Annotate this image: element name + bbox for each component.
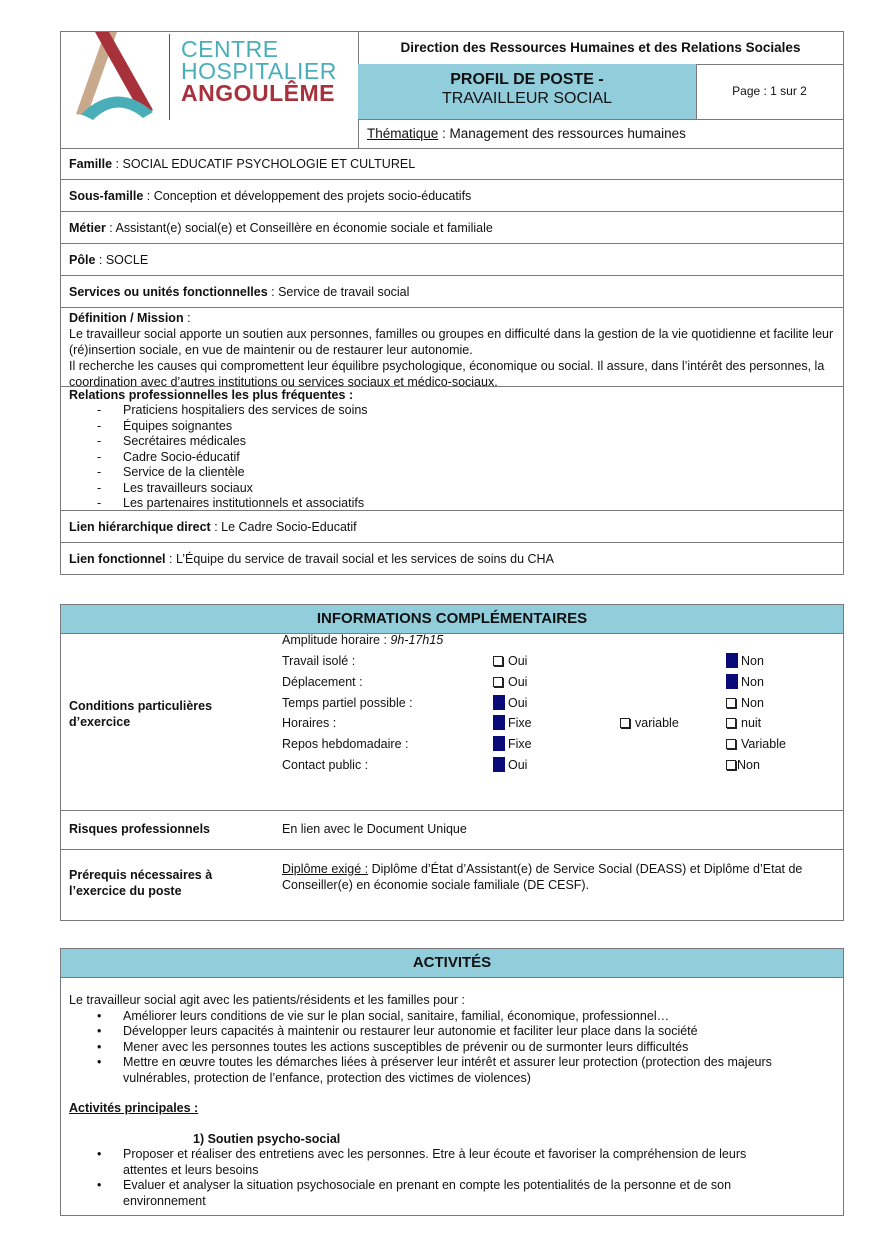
lien-fonctionnel-label: Lien fonctionnel [69, 552, 166, 566]
list-item: - Équipes soignantes [69, 419, 835, 435]
checkbox-travail-isole-non[interactable] [726, 651, 764, 672]
list-item: • Proposer et réaliser des entretiens avec les personnes. Etre à leur écoute et favoriser la compréhension de leurs attentes et leurs besoins [69, 1147, 755, 1178]
checkbox-checked-icon [726, 674, 738, 689]
sous-famille-row [61, 180, 843, 212]
mission-paragraph-1: Le travailleur social apporte un soutien aux personnes, familles ou groupes en difficulté dans la gestion de la vie quotidienne et facilite leur (ré)insertion sociale, en vue de maintenir ou de restaurer leur autonomie. [69, 327, 834, 357]
checkbox-empty-icon [726, 739, 736, 749]
list-item: - Les travailleurs sociaux [69, 481, 835, 497]
checkbox-repos-fixe[interactable] [493, 734, 532, 755]
diplome-label: Diplôme exigé : [282, 862, 369, 876]
checkbox-horaires-variable[interactable] [620, 713, 679, 734]
thematique [358, 120, 843, 148]
checkbox-temps-partiel-non[interactable] [726, 693, 764, 714]
checkbox-temps-partiel-oui[interactable] [493, 693, 527, 714]
lien-fonctionnel-row [61, 543, 843, 575]
thematique-value: : Management des ressources humaines [438, 126, 686, 141]
activites-principales-label: Activités principales : [69, 1101, 199, 1115]
checkbox-label: Variable [741, 737, 786, 751]
checkbox-label: Oui [508, 675, 528, 689]
checkbox-label: Oui [508, 696, 528, 710]
checkbox-empty-icon [493, 656, 503, 666]
direction-title: Direction des Ressources Humaines et des Relations Sociales [358, 32, 843, 65]
logo-line-angouleme: ANGOULÊME [181, 80, 335, 106]
relations-list [69, 403, 835, 512]
option-label-horaires: Horaires : [282, 716, 337, 730]
lien-fonctionnel-value: : L’Équipe du service de travail social et les services de soins du CHA [165, 552, 554, 566]
checkbox-checked-icon [493, 736, 505, 751]
lien-hierarchique-label: Lien hiérarchique direct [69, 520, 211, 534]
metier-value: : Assistant(e) social(e) et Conseillère en économie sociale et familiale [105, 221, 493, 235]
hospital-logo [61, 32, 359, 148]
checkbox-checked-icon [493, 715, 505, 730]
mission-paragraph-2: Il recherche les causes qui compromettent leur équilibre psychologique, économique ou social. Il assure, dans l’intérêt des personnes, la coordination avec d’autres institutions ou services sociaux et médico-sociaux. [69, 359, 825, 389]
checkbox-travail-isole-oui[interactable] [493, 651, 527, 672]
checkbox-empty-icon [726, 698, 736, 708]
option-label-repos: Repos hebdomadaire : [282, 737, 409, 751]
checkbox-deplacement-non[interactable] [726, 672, 764, 693]
header-table [60, 31, 844, 149]
amplitude-value: 9h-17h15 [390, 633, 444, 647]
option-label-contact-public: Contact public : [282, 758, 369, 772]
checkbox-label: Fixe [508, 737, 532, 751]
mission-label-suffix: : [183, 311, 191, 325]
checkbox-label: Fixe [508, 716, 532, 730]
logo-separator [169, 34, 170, 120]
list-item: • Evaluer et analyser la situation psychosociale en prenant en compte les potentialités de la personne et de son environnement [69, 1178, 755, 1209]
section-title-activites: ACTIVITÉS [61, 949, 843, 978]
list-item: - Secrétaires médicales [69, 434, 835, 450]
checkbox-checked-icon [493, 695, 505, 710]
list-item: - Cadre Socio-éducatif [69, 450, 835, 466]
checkbox-horaires-nuit[interactable] [726, 713, 761, 734]
checkbox-contact-public-non[interactable] [726, 755, 760, 776]
profil-subtitle: TRAVAILLEUR SOCIAL [441, 90, 613, 107]
checkbox-label: Oui [508, 654, 528, 668]
services-row [61, 276, 843, 308]
checkbox-label: nuit [741, 716, 762, 730]
activites-intro-list [69, 1009, 835, 1087]
risques-label: Risques professionnels [69, 822, 211, 836]
list-item: • Mettre en œuvre toutes les démarches liées à préserver leur intérêt et assurer leur protection (protection des majeurs vulnérables, protection de l’enfance, protection des victimes de violences) [69, 1055, 835, 1086]
thematique-label: Thématique [367, 126, 439, 141]
prerequis-label: Prérequis nécessaires à l’exercice du poste [69, 868, 213, 898]
section-title-complementaires: INFORMATIONS COMPLÉMENTAIRES [61, 605, 843, 634]
risques-value: En lien avec le Document Unique [282, 822, 467, 836]
profil-title-cell [358, 64, 697, 120]
checkbox-checked-icon [493, 757, 505, 772]
list-item: - Les partenaires institutionnels et associatifs [69, 496, 835, 512]
activites-table [60, 948, 844, 1216]
list-item: - Praticiens hospitaliers des services de soins [69, 403, 835, 419]
activites-body [61, 978, 843, 1209]
checkbox-label: Non [741, 654, 764, 668]
risques-row [61, 810, 843, 850]
checkbox-label: Non [737, 758, 760, 772]
mission-row [61, 308, 843, 387]
relations-row [61, 387, 843, 511]
logo-line-hospitalier: HOSPITALIER [181, 58, 337, 84]
list-item: - Service de la clientèle [69, 465, 835, 481]
activites-intro: Le travailleur social agit avec les patients/résidents et les familles pour : [69, 993, 466, 1007]
sous-famille-label: Sous-famille [69, 189, 144, 203]
checkbox-empty-icon [726, 718, 736, 728]
profil-title: PROFIL DE POSTE - [450, 71, 604, 88]
conditions-label: Conditions particulières d’exercice [69, 699, 213, 729]
complementary-info-table [60, 604, 844, 921]
info-table [60, 148, 844, 575]
checkbox-horaires-fixe[interactable] [493, 713, 532, 734]
list-item: • Développer leurs capacités à maintenir ou restaurer leur autonomie et faciliter leur place dans la société [69, 1024, 835, 1040]
logo-line-centre: CENTRE [181, 36, 279, 62]
checkbox-label: Non [741, 696, 764, 710]
list-item: • Mener avec les personnes toutes les actions susceptibles de prévenir ou de surmonter leurs difficultés [69, 1040, 835, 1056]
famille-row [61, 148, 843, 180]
pole-row [61, 244, 843, 276]
checkbox-empty-icon [726, 760, 736, 770]
pole-label: Pôle [69, 253, 96, 267]
list-item: • Améliorer leurs conditions de vie sur le plan social, sanitaire, familial, économique, professionnel… [69, 1009, 835, 1025]
relations-label: Relations professionnelles les plus fréquentes : [69, 388, 354, 402]
mission-label: Définition / Mission [69, 311, 184, 325]
famille-value: : SOCIAL EDUCATIF PSYCHOLOGIE ET CULTUREL [112, 157, 416, 171]
checkbox-deplacement-oui[interactable] [493, 672, 527, 693]
checkbox-empty-icon [493, 677, 503, 687]
checkbox-label: Non [741, 675, 764, 689]
checkbox-repos-variable[interactable] [726, 734, 786, 755]
sous-famille-value: : Conception et développement des projets socio-éducatifs [143, 189, 472, 203]
option-label-deplacement: Déplacement : [282, 675, 363, 689]
checkbox-checked-icon [726, 653, 738, 668]
pole-value: : SOCLE [95, 253, 149, 267]
logo-text [181, 38, 337, 104]
amplitude-horaire [282, 631, 443, 649]
amplitude-label: Amplitude horaire : [282, 633, 391, 647]
lien-hierarchique-row [61, 511, 843, 543]
checkbox-contact-public-oui[interactable] [493, 755, 527, 776]
sub-section-soutien-psycho-social: 1) Soutien psycho-social [193, 1131, 341, 1146]
checkbox-label: variable [635, 716, 679, 730]
logo-a-icon [67, 32, 167, 124]
metier-row [61, 212, 843, 244]
checkbox-empty-icon [620, 718, 630, 728]
famille-label: Famille [69, 157, 113, 171]
services-label: Services ou unités fonctionnelles [69, 285, 268, 299]
soutien-list [69, 1147, 835, 1209]
page-number: Page : 1 sur 2 [696, 64, 843, 120]
diplome-value: Diplôme d’État d’Assistant(e) de Service Social (DEASS) et Diplôme d’Etat de Conseiller(e) en économie sociale familiale (DE CESF). [282, 862, 803, 892]
option-label-travail-isole: Travail isolé : [282, 654, 356, 668]
services-value: : Service de travail social [267, 285, 410, 299]
metier-label: Métier [69, 221, 106, 235]
option-label-temps-partiel: Temps partiel possible : [282, 696, 413, 710]
checkbox-label: Oui [508, 758, 528, 772]
lien-hierarchique-value: : Le Cadre Socio-Educatif [210, 520, 357, 534]
prerequis-value [282, 861, 833, 893]
